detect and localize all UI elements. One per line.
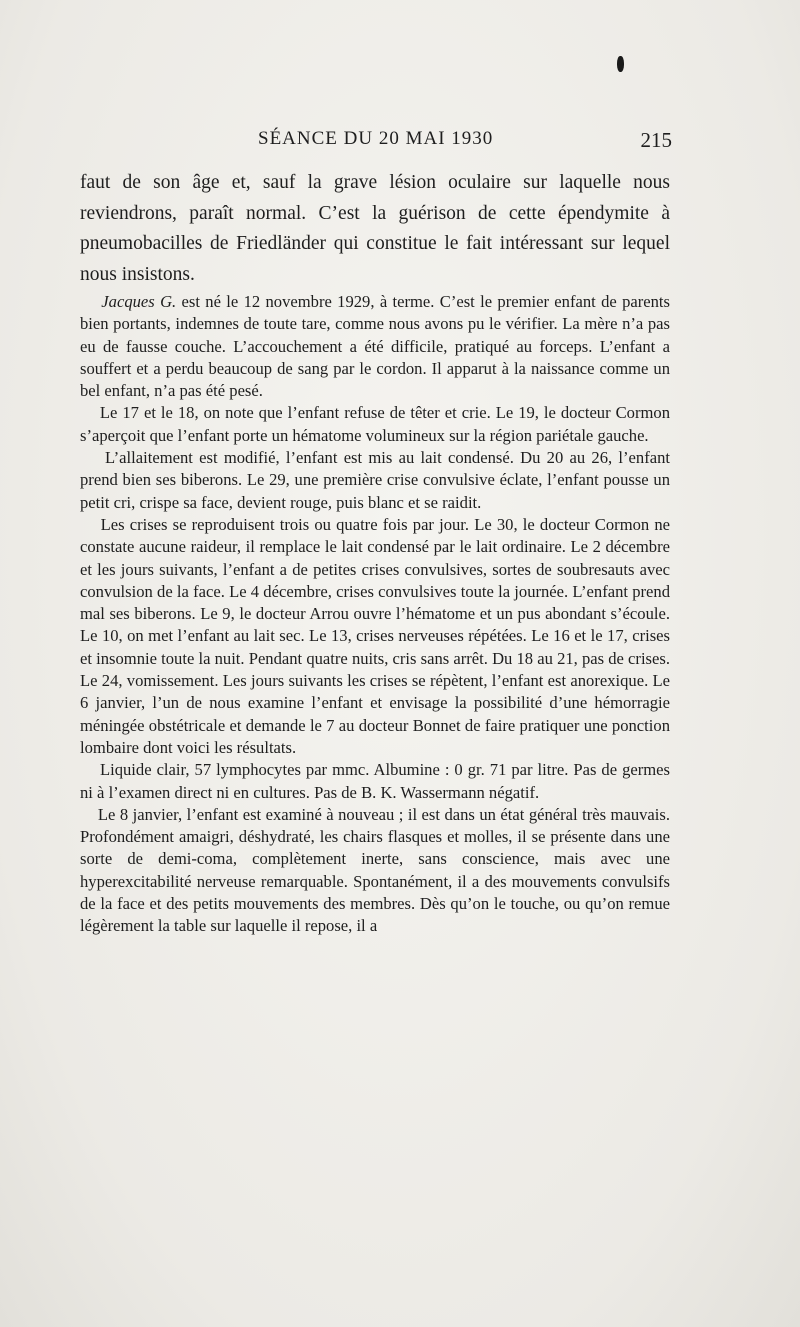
page-number: 215 (640, 128, 672, 152)
case-paragraph-3-text: L’allaitement est modifié, l’enfant est mis au lait condensé. Du 20 au 26, l’enfant prend bien ses biberons. Le 29, une première crise convulsive éclate, l’enfant pousse un petit cri, crispe sa face, devient rouge, puis blanc et se raidit. (80, 448, 671, 512)
case-paragraph-3 (80, 447, 670, 514)
case-paragraph-6-text: Le 8 janvier, l’enfant est examiné à nouveau ; il est dans un état général très mauvais. Profondément amaigri, déshydraté, les chairs flasques et molles, il se présente dans une sorte de demi-coma, complètement inerte, sans conscience, mais avec une hyperexcitabilité nerveuse remarquable. Spontanément, il a des mouvements convulsifs de la face et des petits mouvements des membres. Dès qu’on le touche, ou qu’on remue légèrement la table sur laquelle il repose, il a (80, 804, 670, 936)
patient-name: Jacques G. (101, 292, 177, 311)
case-paragraph-6 (80, 804, 670, 938)
case-paragraph-2-text: Le 17 et le 18, on note que l’enfant refuse de têter et crie. Le 19, le docteur Cormon s’aperçoit que l’enfant porte un hématome volumineux sur la région pariétale gauche. (80, 403, 670, 445)
intro-text: faut de son âge et, sauf la grave lésion oculaire sur laquelle nous reviendrons, paraît normal. C’est la guérison de cette épendymite à pneumobacilles de Friedländer qui constitue le fait intéressant sur lequel nous insistons. (80, 172, 670, 285)
case-paragraph-2 (80, 402, 670, 447)
case-paragraph-1 (80, 291, 670, 402)
case-paragraph-5-text: Liquide clair, 57 lymphocytes par mmc. Albumine : 0 gr. 71 par litre. Pas de germes ni à l’examen direct ni en cultures. Pas de B. K. Wassermann négatif. (80, 760, 671, 802)
page-header (80, 124, 672, 160)
case-paragraph-1-text: est né le 12 novembre 1929, à terme. C’est le premier enfant de parents bien portants, indemnes de toute tare, comme nous avons pu le vérifier. La mère n’a pas eu de fausse couche. L’accouchement a été difficile, pratiqué au forceps. L’enfant a souffert et a perdu beaucoup de sang par le cordon. Il apparut à la naissance comme un bel enfant, n’a pas été pesé. (80, 292, 670, 401)
case-paragraph-5 (80, 759, 670, 804)
case-paragraph-4 (80, 514, 670, 759)
running-title: SÉANCE DU 20 MAI 1930 (258, 128, 494, 149)
intro-paragraph (80, 168, 670, 290)
case-paragraph-4-text: Les crises se reproduisent trois ou quatre fois par jour. Le 30, le docteur Cormon ne constate aucune raideur, il remplace le lait condensé par le lait ordinaire. Le 2 décembre et les jours suivants, l’enfant a de petites crises convulsives, sortes de soubresauts avec convulsion de la face. Le 4 décembre, crises convulsives toute la journée. L’enfant prend mal ses biberons. Le 9, le docteur Arrou ouvre l’hématome et un pus abondant s’écoule. Le 10, on met l’enfant au lait sec. Le 13, crises nerveuses répétées. Le 16 et le 17, crises et insomnie toute la nuit. Pendant quatre nuits, cris sans arrêt. Du 18 au 21, pas de crises. Le 24, vomissement. Les jours suivants les crises se répètent, l’enfant est anorexique. Le 6 janvier, l’un de nous examine l’enfant et envisage la possibilité d’une hémorragie méningée obstétricale et demande le 7 au docteur Bonnet de faire pratiquer une ponction lombaire dont voici les résultats. (80, 514, 671, 757)
ink-mark (617, 56, 624, 72)
case-report (80, 291, 670, 938)
